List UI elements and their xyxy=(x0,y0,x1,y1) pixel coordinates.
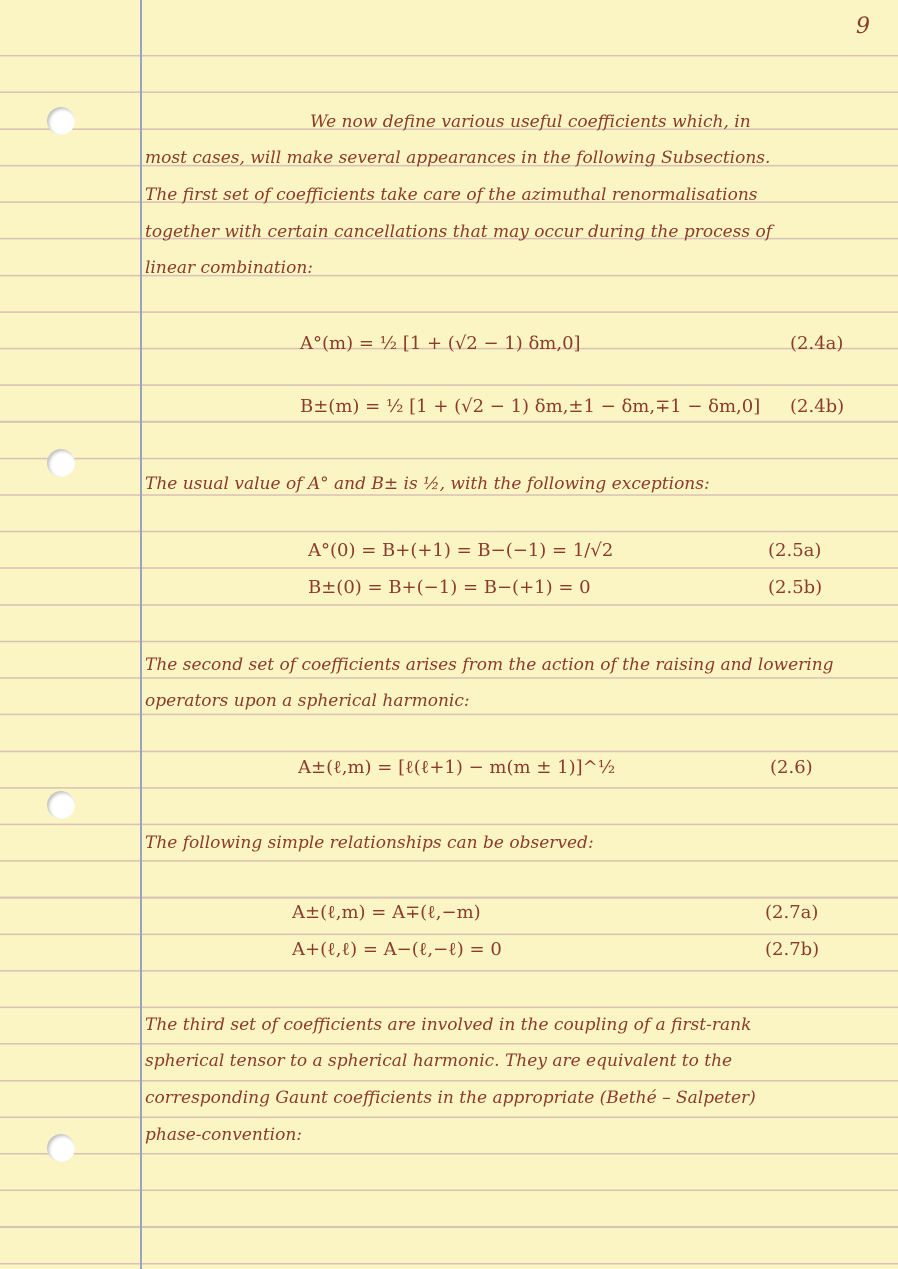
text-line: The usual value of A° and B± is ½, with the following exceptions: xyxy=(145,474,710,494)
text-line: The following simple relationships can be observed: xyxy=(145,833,594,853)
page-number: 9 xyxy=(856,14,870,39)
equation-2-7b: A+(ℓ,ℓ) = A−(ℓ,−ℓ) = 0 xyxy=(292,939,502,960)
equation-label: (2.7b) xyxy=(765,939,820,960)
equation-label: (2.4a) xyxy=(790,333,844,354)
equation-2-6: A±(ℓ,m) = [ℓ(ℓ+1) − m(m ± 1)]^½ xyxy=(298,757,616,778)
text-line: The second set of coefficients arises from the action of the raising and lowering xyxy=(145,655,834,675)
text-line: spherical tensor to a spherical harmonic. They are equivalent to the xyxy=(145,1051,733,1071)
punch-hole xyxy=(47,449,75,477)
equation-2-7a: A±(ℓ,m) = A∓(ℓ,−m) xyxy=(292,902,481,923)
punch-hole xyxy=(47,791,75,819)
equation-label: (2.7a) xyxy=(765,902,819,923)
text-line: corresponding Gaunt coefficients in the appropriate (Bethé – Salpeter) xyxy=(145,1088,756,1108)
equation-label: (2.5a) xyxy=(768,540,822,561)
text-line: most cases, will make several appearances in the following Subsections. xyxy=(145,148,771,168)
equation-2-5a: A°(0) = B+(+1) = B−(−1) = 1/√2 xyxy=(308,540,614,561)
equation-label: (2.5b) xyxy=(768,577,823,598)
text-line: The first set of coefficients take care of the azimuthal renormalisations xyxy=(145,185,758,205)
equation-2-4a: A°(m) = ½ [1 + (√2 − 1) δm,0] xyxy=(300,333,581,354)
text-line: operators upon a spherical harmonic: xyxy=(145,691,470,711)
equation-label: (2.6) xyxy=(770,757,813,778)
margin-line xyxy=(140,0,142,1269)
text-line: together with certain cancellations that may occur during the process of xyxy=(145,222,773,242)
equation-2-5b: B±(0) = B+(−1) = B−(+1) = 0 xyxy=(308,577,591,598)
equation-2-4b: B±(m) = ½ [1 + (√2 − 1) δm,±1 − δm,∓1 − δm,0] xyxy=(300,396,761,417)
text-line: The third set of coefficients are involved in the coupling of a first-rank xyxy=(145,1015,752,1035)
punch-hole xyxy=(47,1134,75,1162)
punch-hole xyxy=(47,107,75,135)
text-line: linear combination: xyxy=(145,258,314,278)
text-line: We now define various useful coefficients which, in xyxy=(310,112,751,132)
text-line: phase-convention: xyxy=(145,1125,302,1145)
equation-label: (2.4b) xyxy=(790,396,845,417)
